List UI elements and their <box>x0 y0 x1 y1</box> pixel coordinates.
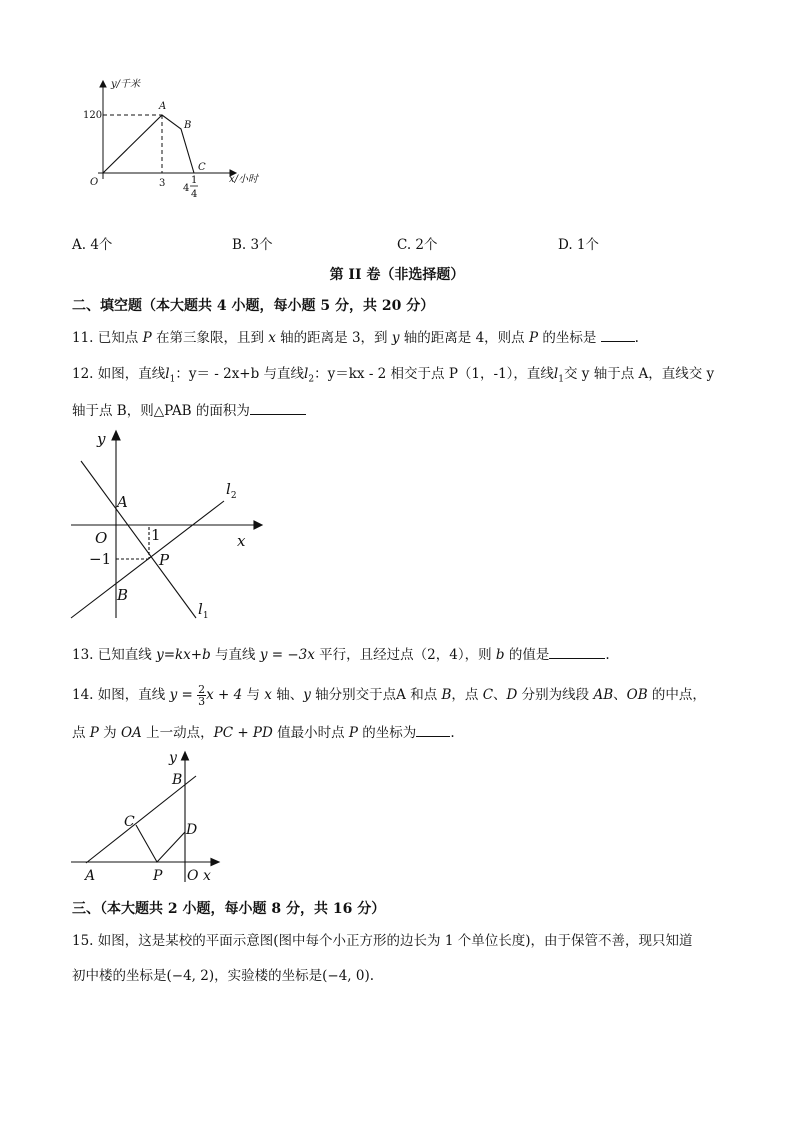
x-axis-label: x <box>203 868 211 884</box>
tick-1-label: 1 <box>151 526 161 544</box>
origin-label: O <box>187 868 199 884</box>
l1-label: $l_1$ <box>198 600 209 621</box>
y-axis-label: y <box>97 430 106 448</box>
y-axis-label: y/千米 <box>111 79 141 90</box>
answer-blank-12[interactable] <box>250 400 306 415</box>
question-13: 13. 已知直线 y=kx+b 与直线 y = −3x 平行，且经过点（2，4），则 b 的值是 . <box>72 644 610 665</box>
y-axis-arrow <box>112 431 120 440</box>
answer-blank-14[interactable] <box>416 722 450 737</box>
option-a[interactable]: A. 4个 <box>72 237 113 253</box>
x-tick-den: 4 <box>191 189 198 200</box>
point-c-label: C <box>198 162 206 173</box>
question-15-line2: 初中楼的坐标是(−4, 2)，实验楼的坐标是(−4, 0). <box>72 968 375 984</box>
tick-neg1-label: −1 <box>89 550 112 568</box>
x-tick-whole: 4 <box>183 183 190 194</box>
point-a-label: A <box>159 101 167 112</box>
point-p-label: P <box>159 551 170 569</box>
path-c-p-d <box>136 825 185 862</box>
fraction-2-3: $\frac{2}{3}$ <box>198 683 206 708</box>
origin-label: O <box>90 177 99 188</box>
question-11: 11. 已知点 P 在第三象限，且到 x 轴的距离是 3，到 y 轴的距离是 4，则点 P 的坐标是 . <box>72 327 639 348</box>
line-ab <box>86 776 196 863</box>
point-a-label: A <box>117 493 128 511</box>
q10-figure <box>80 75 280 210</box>
origin-label: O <box>95 529 108 547</box>
x-axis-label: x <box>237 532 246 550</box>
x-axis-label: x/小时 <box>229 174 259 185</box>
question-12-line1: 12. 如图，直线$l_1$：y＝ - 2x+b 与直线$l_2$：y＝kx - 2 相交于点 P（1，-1），直线$l_1$交 y 轴于点 A，直线交 y <box>72 366 715 385</box>
x-tick-num: 1 <box>191 175 198 186</box>
point-b-label: B <box>172 772 183 788</box>
x-tick-3: 3 <box>159 178 166 189</box>
question-14-line2: 点 P 为 OA 上一动点，PC + PD 值最小时点 P 的坐标为 . <box>72 722 455 743</box>
y-tick-120: 120 <box>83 110 103 121</box>
option-c[interactable]: C. 2个 <box>397 237 438 253</box>
question-15-line1: 15. 如图，这是某校的平面示意图(图中每个小正方形的边长为 1 个单位长度)，由于保管不善，现只知道 <box>72 933 693 949</box>
answer-blank-13[interactable] <box>549 644 605 659</box>
point-p-label: P <box>153 868 163 884</box>
part-2-title: 第 II 卷（非选择题） <box>329 267 465 283</box>
x-axis-arrow <box>211 859 219 866</box>
l2-label: $l_2$ <box>226 480 237 501</box>
point-d-label: D <box>186 822 198 838</box>
q14-figure <box>64 746 234 886</box>
point-a-label: A <box>85 868 96 884</box>
x-axis-arrow <box>254 521 262 529</box>
y-axis-arrow <box>100 81 106 87</box>
q12-figure <box>64 428 264 628</box>
point-b-label: B <box>117 586 129 604</box>
y-axis-label: y <box>169 750 177 766</box>
section-3-heading: 三、（本大题共 2 小题，每小题 8 分，共 16 分） <box>72 901 386 917</box>
question-12-line2: 轴于点 B，则△PAB 的面积为 <box>72 400 306 421</box>
y-axis-arrow <box>182 752 189 760</box>
section-2-heading: 二、填空题（本大题共 4 小题，每小题 5 分，共 20 分） <box>72 298 435 314</box>
journey-line <box>103 115 194 173</box>
question-14-line1: 14. 如图，直线 y = $\frac{2}{3}$ x + 4 与 x 轴、y 轴分别交于点A 和点 B，点 C、D 分别为线段 AB、OB 的中点， <box>72 683 706 708</box>
option-b[interactable]: B. 3个 <box>232 237 273 253</box>
point-b-label: B <box>184 120 192 131</box>
point-c-label: C <box>124 814 135 830</box>
option-d[interactable]: D. 1个 <box>558 237 600 253</box>
answer-blank-11[interactable] <box>601 327 635 342</box>
